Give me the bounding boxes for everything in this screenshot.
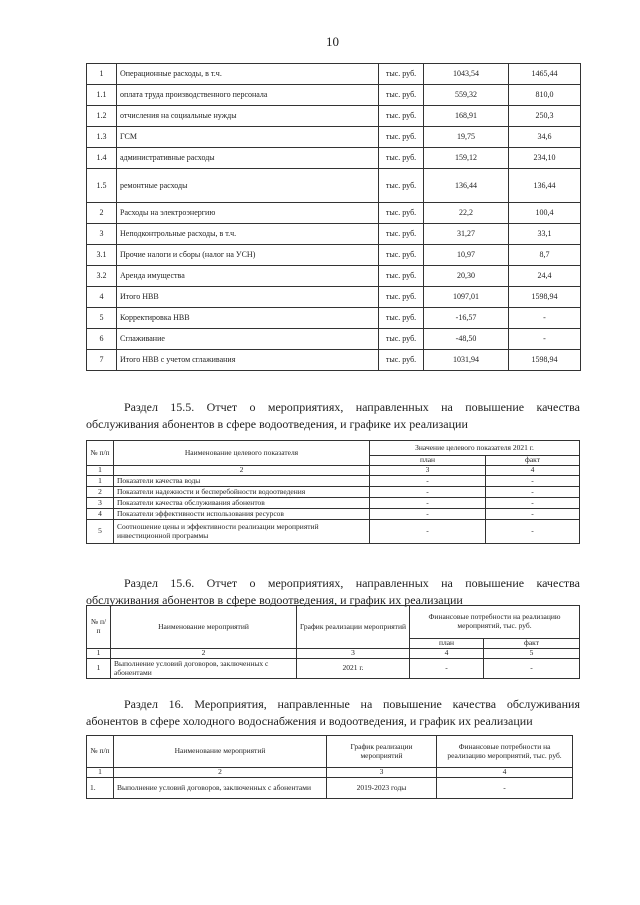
- table-row: [87, 350, 581, 371]
- row-plan: -: [370, 487, 486, 498]
- row-plan: -: [370, 498, 486, 509]
- header-value: Значение целевого показателя 2021 г.: [370, 441, 580, 456]
- row-num: 4: [87, 509, 114, 520]
- row-unit: тыс. руб.: [379, 308, 424, 329]
- row-name: Сглаживание: [117, 329, 379, 350]
- col-number: 4: [410, 649, 484, 659]
- section-16-table: [86, 735, 573, 799]
- row-name: Корректировка НВВ: [117, 308, 379, 329]
- row-fact: 34,6: [509, 127, 581, 148]
- table-row: [87, 169, 581, 203]
- row-unit: тыс. руб.: [379, 287, 424, 308]
- col-number: 4: [437, 768, 573, 778]
- table-row: [87, 287, 581, 308]
- row-plan: 22,2: [424, 203, 509, 224]
- row-plan: -: [370, 520, 486, 544]
- row-name: Аренда имущества: [117, 266, 379, 287]
- row-plan: 1031,94: [424, 350, 509, 371]
- table-row: [87, 329, 581, 350]
- header-name: Наименование мероприятий: [111, 606, 297, 649]
- row-num: 3.1: [87, 245, 117, 266]
- col-number: 2: [114, 466, 370, 476]
- row-fact: -: [486, 476, 580, 487]
- row-finance: -: [437, 778, 573, 799]
- header-num: № п/п: [87, 441, 114, 466]
- row-unit: тыс. руб.: [379, 127, 424, 148]
- row-unit: тыс. руб.: [379, 203, 424, 224]
- col-number: 3: [327, 768, 437, 778]
- table-row: [87, 308, 581, 329]
- table-row: [87, 476, 580, 487]
- row-fact: 8,7: [509, 245, 581, 266]
- table-row: [87, 266, 581, 287]
- row-plan: 136,44: [424, 169, 509, 203]
- table-row: [87, 778, 573, 799]
- row-fact: 1598,94: [509, 287, 581, 308]
- row-name: Показатели качества воды: [114, 476, 370, 487]
- table-row: [87, 106, 581, 127]
- row-plan: -: [370, 476, 486, 487]
- section-16-heading: Раздел 16. Мероприятия, направленные на повышение качества обслуживания абонентов в сфере холодного водоснабжения и водоотведения, и график их реализации: [86, 697, 580, 728]
- row-name: ремонтные расходы: [117, 169, 379, 203]
- row-plan: 1043,54: [424, 64, 509, 85]
- row-name: Прочие налоги и сборы (налог на УСН): [117, 245, 379, 266]
- row-unit: тыс. руб.: [379, 169, 424, 203]
- row-plan: 159,12: [424, 148, 509, 169]
- table-row: [87, 509, 580, 520]
- row-fact: -: [486, 509, 580, 520]
- table-row: [87, 659, 580, 679]
- row-num: 1: [87, 476, 114, 487]
- row-unit: тыс. руб.: [379, 329, 424, 350]
- row-unit: тыс. руб.: [379, 106, 424, 127]
- header-schedule: График реализации мероприятий: [297, 606, 410, 649]
- row-num: 1: [87, 659, 111, 679]
- table-row: [87, 85, 581, 106]
- col-number: 2: [111, 649, 297, 659]
- row-name: Выполнение условий договоров, заключенных с абонентами: [114, 778, 327, 799]
- row-plan: 19,75: [424, 127, 509, 148]
- row-schedule: 2021 г.: [297, 659, 410, 679]
- section-15-5-table: [86, 440, 580, 544]
- row-plan: 1097,01: [424, 287, 509, 308]
- row-plan: 20,30: [424, 266, 509, 287]
- row-name: административные расходы: [117, 148, 379, 169]
- section-15-6-table: [86, 605, 580, 679]
- row-num: 3.2: [87, 266, 117, 287]
- row-unit: тыс. руб.: [379, 64, 424, 85]
- col-number: 5: [484, 649, 580, 659]
- row-name: Расходы на электроэнергию: [117, 203, 379, 224]
- row-fact: 100,4: [509, 203, 581, 224]
- row-fact: -: [509, 329, 581, 350]
- header-plan: план: [370, 456, 486, 466]
- row-plan: -16,57: [424, 308, 509, 329]
- row-fact: 810,0: [509, 85, 581, 106]
- table-row: [87, 64, 581, 85]
- row-num: 4: [87, 287, 117, 308]
- row-fact: -: [486, 487, 580, 498]
- col-number: 1: [87, 649, 111, 659]
- row-schedule: 2019-2023 годы: [327, 778, 437, 799]
- row-unit: тыс. руб.: [379, 350, 424, 371]
- table-row: [87, 245, 581, 266]
- table-row: [87, 487, 580, 498]
- row-plan: 31,27: [424, 224, 509, 245]
- header-name: Наименование целевого показателя: [114, 441, 370, 466]
- row-name: ГСМ: [117, 127, 379, 148]
- row-plan: -: [410, 659, 484, 679]
- row-fact: -: [486, 520, 580, 544]
- header-finance: Финансовые потребности на реализацию мероприятий, тыс. руб.: [437, 736, 573, 768]
- header-name: Наименование мероприятий: [114, 736, 327, 768]
- col-number: 4: [486, 466, 580, 476]
- row-name: Показатели качества обслуживания абонентов: [114, 498, 370, 509]
- row-name: Итого НВВ: [117, 287, 379, 308]
- row-fact: -: [509, 308, 581, 329]
- row-unit: тыс. руб.: [379, 245, 424, 266]
- table-row: [87, 148, 581, 169]
- row-fact: -: [484, 659, 580, 679]
- header-num: № п/п: [87, 736, 114, 768]
- row-name: отчисления на социальные нужды: [117, 106, 379, 127]
- table-row: [87, 127, 581, 148]
- row-name: Неподконтрольные расходы, в т.ч.: [117, 224, 379, 245]
- row-unit: тыс. руб.: [379, 224, 424, 245]
- col-number: 1: [87, 768, 114, 778]
- row-name: Итого НВВ с учетом сглаживания: [117, 350, 379, 371]
- header-fact: факт: [484, 639, 580, 649]
- row-num: 1.1: [87, 85, 117, 106]
- row-num: 2: [87, 487, 114, 498]
- row-num: 1.3: [87, 127, 117, 148]
- row-fact: 1465,44: [509, 64, 581, 85]
- row-name: Соотношение цены и эффективности реализации мероприятий инвестиционной программы: [114, 520, 370, 544]
- row-num: 5: [87, 520, 114, 544]
- row-name: оплата труда производственного персонала: [117, 85, 379, 106]
- header-fact: факт: [486, 456, 580, 466]
- row-name: Выполнение условий договоров, заключенных с абонентами: [111, 659, 297, 679]
- header-schedule: График реализации мероприятий: [327, 736, 437, 768]
- row-num: 1.: [87, 778, 114, 799]
- row-num: 6: [87, 329, 117, 350]
- cost-table: [86, 63, 581, 371]
- row-unit: тыс. руб.: [379, 148, 424, 169]
- row-plan: -: [370, 509, 486, 520]
- row-num: 1.5: [87, 169, 117, 203]
- row-num: 3: [87, 498, 114, 509]
- row-plan: -48,50: [424, 329, 509, 350]
- row-plan: 559,32: [424, 85, 509, 106]
- row-name: Показатели эффективности использования ресурсов: [114, 509, 370, 520]
- row-unit: тыс. руб.: [379, 266, 424, 287]
- header-plan: план: [410, 639, 484, 649]
- row-fact: 136,44: [509, 169, 581, 203]
- row-unit: тыс. руб.: [379, 85, 424, 106]
- row-fact: -: [486, 498, 580, 509]
- col-number: 3: [370, 466, 486, 476]
- row-num: 7: [87, 350, 117, 371]
- page-number: 10: [326, 34, 339, 49]
- row-num: 1.4: [87, 148, 117, 169]
- section-15-6-heading: Раздел 15.6. Отчет о мероприятиях, направленных на повышение качества обслуживания абонентов в сфере водоотведения, и график их реализации: [86, 576, 580, 607]
- table-row: [87, 203, 581, 224]
- col-number: 3: [297, 649, 410, 659]
- col-number: 1: [87, 466, 114, 476]
- row-fact: 234,10: [509, 148, 581, 169]
- row-fact: 24,4: [509, 266, 581, 287]
- row-num: 1: [87, 64, 117, 85]
- table-row: [87, 224, 581, 245]
- row-fact: 250,3: [509, 106, 581, 127]
- row-name: Операционные расходы, в т.ч.: [117, 64, 379, 85]
- row-fact: 33,1: [509, 224, 581, 245]
- row-num: 3: [87, 224, 117, 245]
- table-row: [87, 520, 580, 544]
- row-name: Показатели надежности и бесперебойности водоотведения: [114, 487, 370, 498]
- table-row: [87, 498, 580, 509]
- row-plan: 168,91: [424, 106, 509, 127]
- col-number: 2: [114, 768, 327, 778]
- header-finance: Финансовые потребности на реализацию мероприятий, тыс. руб.: [410, 606, 580, 639]
- section-15-5-heading: Раздел 15.5. Отчет о мероприятиях, направленных на повышение качества обслуживания абонентов в сфере водоотведения, и графике их реализации: [86, 400, 580, 431]
- header-num: № п/п: [87, 606, 111, 649]
- row-fact: 1598,94: [509, 350, 581, 371]
- row-num: 1.2: [87, 106, 117, 127]
- row-plan: 10,97: [424, 245, 509, 266]
- row-num: 5: [87, 308, 117, 329]
- row-num: 2: [87, 203, 117, 224]
